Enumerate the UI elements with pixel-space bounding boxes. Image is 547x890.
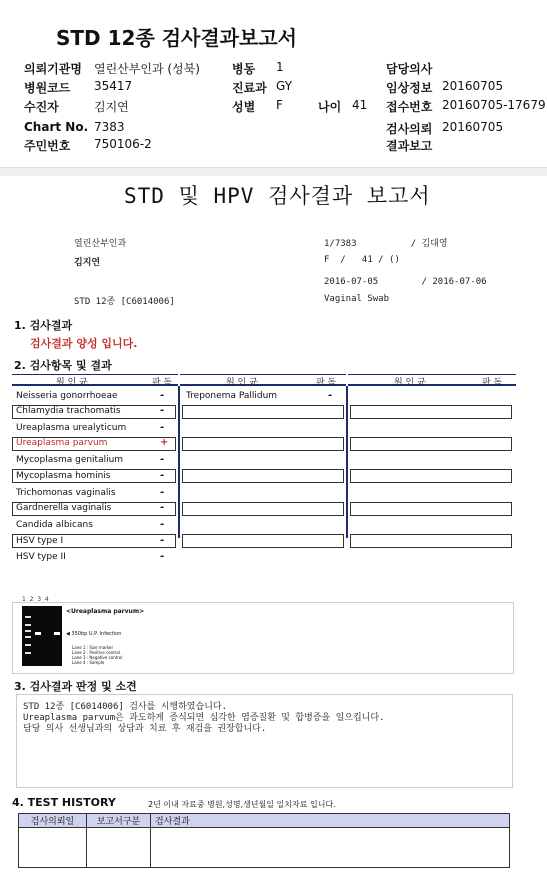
col3-header-pathogen: 원 인 균: [394, 378, 426, 388]
pathogen-result: -: [160, 390, 165, 401]
pathogen-name: HSV type II: [16, 552, 66, 562]
section4-note: 2년 이내 자료중 병원,성명,생년월일 일치자료 입니다.: [148, 800, 336, 809]
history-cell: [151, 828, 510, 868]
rrn-value: 750106-2: [94, 137, 152, 151]
pathogen-name: HSV type I: [16, 536, 64, 546]
history-table: [18, 813, 510, 868]
gel-legend: [72, 645, 122, 665]
dept-label: 진료과: [232, 81, 267, 95]
history-cell: [19, 828, 87, 868]
pathogen-result: -: [160, 405, 165, 416]
result-box: [350, 534, 512, 548]
hospital-value: 열린산부인과 (성북): [94, 62, 200, 76]
report-specimen: Vaginal Swab: [324, 294, 390, 304]
result-box: [350, 405, 512, 419]
report-patient: 김지연: [74, 258, 101, 268]
hospital-label: 의뢰기관명: [24, 62, 82, 76]
pathogen-result: -: [328, 390, 333, 401]
report-label: 결과보고: [386, 139, 433, 153]
summary-card: [0, 0, 547, 168]
gel-title: <Ureaplasma parvum>: [66, 608, 145, 615]
ward-label: 병동: [232, 62, 256, 76]
request-value: 20160705: [442, 120, 504, 134]
section2-title: 2. 검사항목 및 결과: [14, 359, 112, 372]
dept-value: GY: [276, 79, 293, 93]
col2-header: [180, 374, 346, 386]
gel-lane-positive: [35, 610, 41, 662]
summary-title: STD 12종 검사결과보고서: [56, 26, 297, 50]
result-box: [182, 534, 344, 548]
pathogen-result: -: [160, 470, 165, 481]
pathogen-result: -: [160, 454, 165, 465]
code-value: 35417: [94, 79, 133, 93]
pathogen-result: -: [160, 519, 165, 530]
pathogen-result-positive: +: [160, 437, 169, 448]
rrn-label: 주민번호: [24, 139, 71, 153]
opinion-box: [16, 694, 513, 788]
request-label: 검사의뢰: [386, 122, 433, 136]
gel-lane-negative: [45, 610, 51, 662]
doctor-label: 담당의사: [386, 62, 433, 76]
gel-image: [22, 606, 62, 666]
section1-result: 검사결과 양성 입니다.: [30, 337, 138, 350]
section1-title: 1. 검사결과: [14, 319, 73, 332]
opinion-line: STD 12종 [C6014006] 검사를 시행하였습니다.: [23, 702, 228, 712]
pathogen-name: Trichomonas vaginalis: [16, 488, 116, 498]
age-label: 나이: [318, 100, 342, 114]
col2-header-pathogen: 원 인 균: [226, 378, 258, 388]
gel-legend-item: Lane 2 : Positive control: [72, 650, 120, 655]
gel-lane-marker: [25, 610, 31, 662]
result-box: [182, 405, 344, 419]
history-header: 검사의뢰일: [19, 814, 87, 828]
col1-header-pathogen: 원 인 균: [56, 378, 88, 388]
pathogen-name: Neisseria gonorrhoeae: [16, 391, 118, 401]
col1-header-result: 판 독: [152, 378, 173, 388]
report-dates: 2016-07-05 / 2016-07-06: [324, 277, 487, 287]
gel-legend-item: Lane 4 : Sample: [72, 660, 105, 665]
gel-lane-sample: [54, 610, 60, 662]
clinical-value: 20160705: [442, 79, 504, 93]
pathogen-name: Treponema Pallidum: [186, 391, 278, 401]
section3-title: 3. 검사결과 판정 및 소견: [14, 680, 137, 693]
history-header-row: [19, 814, 510, 828]
result-box: [350, 437, 512, 451]
pathogen-result: -: [160, 502, 165, 513]
pathogen-name: Candida albicans: [16, 520, 93, 530]
opinion-line: Ureaplasma parvum은 과도하게 증식되면 심각한 염증질환 및 합병증을 일으킵니다.: [23, 713, 385, 723]
pathogen-name: Mycoplasma hominis: [16, 471, 111, 481]
history-header: 검사결과: [151, 814, 510, 828]
pathogen-name: Gardnerella vaginalis: [16, 503, 112, 513]
pathogen-name: Ureaplasma urealyticum: [16, 423, 127, 433]
report-sex-age: F / 41 / (): [324, 255, 400, 265]
pathogen-name-positive: Ureaplasma parvum: [16, 438, 108, 448]
age-value: 41: [352, 98, 368, 112]
patient-value: 김지연: [94, 100, 129, 114]
col2-header-result: 판 독: [316, 378, 337, 388]
history-row: [19, 828, 510, 868]
column-divider: [346, 386, 348, 538]
column-divider: [178, 386, 180, 538]
result-box: [182, 502, 344, 516]
receipt-label: 접수번호: [386, 100, 433, 114]
chart-label: Chart No.: [24, 120, 89, 134]
opinion-line: 담당 의사 선생님과의 상담과 치료 후 재검을 권장합니다.: [23, 724, 267, 734]
sex-label: 성별: [232, 100, 256, 114]
gel-band-label: ◀ 350bp U.P. Infection: [66, 631, 122, 637]
report-clinic: 열린산부인과: [74, 239, 127, 249]
pathogen-name: Mycoplasma genitalium: [16, 455, 124, 465]
col3-header-result: 판 독: [482, 378, 503, 388]
pathogen-name: Chlamydia trachomatis: [16, 406, 121, 416]
ward-value: 1: [276, 60, 284, 74]
history-cell: [87, 828, 151, 868]
pathogen-result: -: [160, 535, 165, 546]
clinical-label: 임상정보: [386, 81, 433, 95]
result-box: [182, 437, 344, 451]
result-box: [350, 502, 512, 516]
section-divider: [0, 168, 547, 176]
gel-legend-item: Lane 1 : Size marker: [72, 645, 114, 650]
result-box: [182, 469, 344, 483]
report-test-code: STD 12종 [C6014006]: [74, 297, 175, 307]
pathogen-result: -: [160, 422, 165, 433]
pathogen-result: -: [160, 551, 165, 562]
report-chart-doctor: 1/7383 / 김대영: [324, 239, 448, 249]
report-title: STD 및 HPV 검사결과 보고서: [124, 184, 431, 208]
history-header: 보고서구분: [87, 814, 151, 828]
sex-value: F: [276, 98, 283, 112]
col3-header: [348, 374, 516, 386]
code-label: 병원코드: [24, 81, 71, 95]
pathogen-result: -: [160, 487, 165, 498]
section4-title: 4. TEST HISTORY: [12, 796, 116, 809]
receipt-value: 20160705-17679: [442, 98, 546, 112]
chart-value: 7383: [94, 120, 125, 134]
gel-legend-item: Lane 3 : Negative control: [72, 655, 123, 660]
col1-header: [12, 374, 178, 386]
result-box: [350, 469, 512, 483]
patient-label: 수진자: [24, 100, 59, 114]
gel-lane-labels: 1 2 3 4: [22, 596, 49, 603]
